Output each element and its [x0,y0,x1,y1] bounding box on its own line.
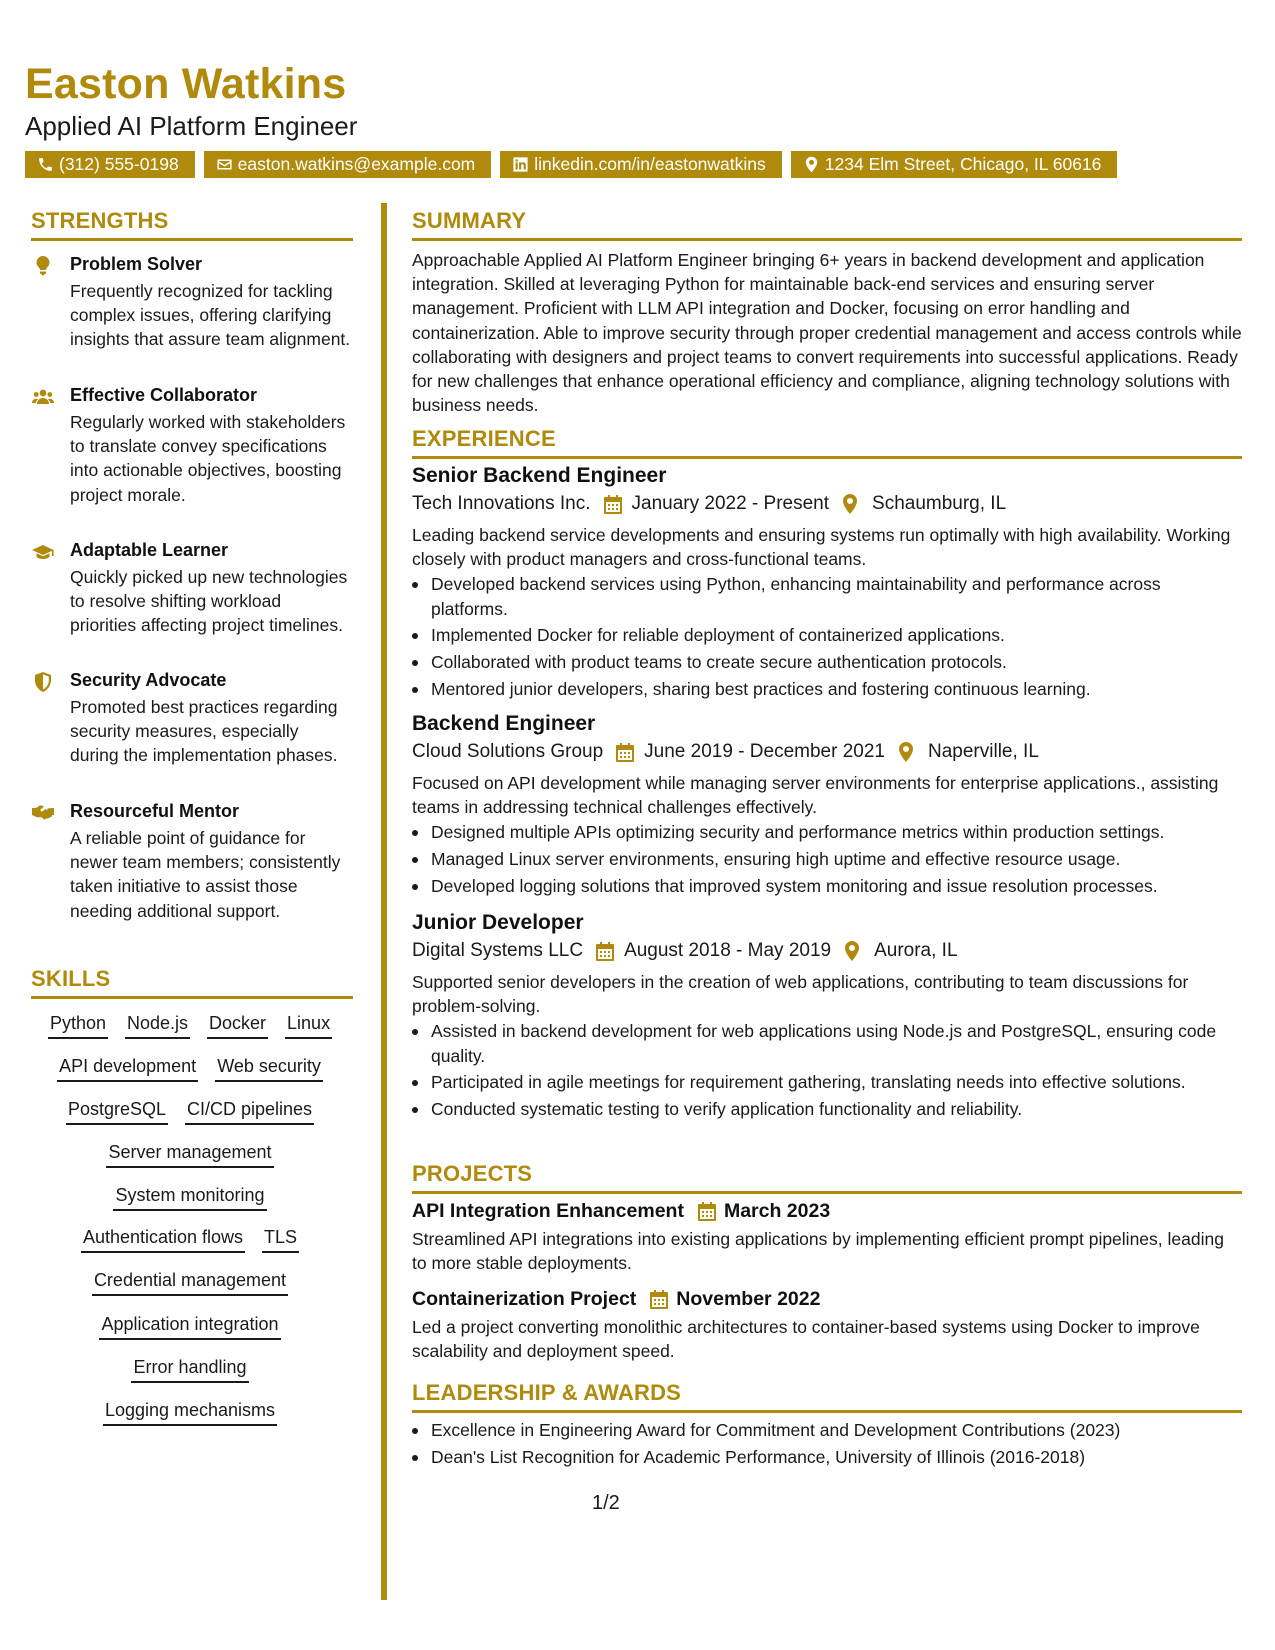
skill-row [32,1184,348,1211]
calendar-icon [650,1290,668,1309]
phone-icon [37,156,54,173]
strength-desc: Frequently recognized for tackling complex issues, offering clarifying insights that assure team alignment. [70,281,351,350]
skill-row [32,1356,348,1383]
job-dates: June 2019 - December 2021 [644,741,885,762]
job-title: Backend Engineer [412,712,596,735]
shield-icon [32,672,56,694]
skill-row [32,1226,348,1253]
skill-tag: System monitoring [113,1184,266,1211]
experience-rule [412,456,1242,459]
users-icon [32,387,56,409]
job-location: Naperville, IL [928,741,1039,762]
job-bullet: Assisted in backend development for web applications using Node.js and PostgreSQL, ensuring code quality. [412,1019,1242,1067]
job-entry [412,712,1242,901]
job-bullet: Participated in agile meetings for requirement gathering, translating needs into effective solutions. [412,1070,1242,1094]
job-meta [412,940,1242,962]
projects-heading: PROJECTS [412,1161,533,1186]
project-name: API Integration Enhancement [412,1200,684,1222]
job-description: Supported senior developers in the creation of web applications, contributing to team discussions for problem-solving. [412,972,1189,1017]
strength-item [32,385,352,525]
job-bullet: Designed multiple APIs optimizing security and performance metrics within production settings. [412,820,1242,844]
strengths-heading: STRENGTHS [31,208,169,233]
strength-desc: Regularly worked with stakeholders to translate convey specifications into actionable objectives, boosting project morale. [70,412,346,505]
job-dates: August 2018 - May 2019 [624,940,832,961]
project-description: Led a project converting monolithic architectures to container-based systems using Docker to improve scalability and deployment speed. [412,1317,1200,1362]
strength-name: Security Advocate [70,670,227,690]
graduation-cap-icon [32,542,56,564]
job-bullet: Collaborated with product teams to create secure authentication protocols. [412,650,1242,674]
awards-list [412,1418,1242,1472]
column-divider [381,203,387,1600]
candidate-name: Easton Watkins [25,60,347,108]
contact-linkedin[interactable] [500,151,782,178]
calendar-icon [698,1202,716,1221]
job-location: Schaumburg, IL [872,493,1007,514]
calendar-icon [616,743,634,762]
job-bullets [412,1019,1242,1121]
strength-item [32,801,352,951]
strength-item [32,670,352,790]
job-description: Focused on API development while managing server environments for enterprise applications., assisting teams in addressing technical challenges effectively. [412,773,1219,818]
skill-tag: Application integration [99,1313,280,1340]
skill-tag: Linux [285,1012,332,1039]
job-bullet: Mentored junior developers, sharing best practices and fostering continuous learning. [412,677,1242,701]
project-date: November 2022 [676,1288,821,1310]
project-header [412,1288,1242,1311]
job-bullet: Implemented Docker for reliable deployment of containerized applications. [412,623,1242,647]
skill-tag: Credential management [92,1269,288,1296]
award-item: Excellence in Engineering Award for Commitment and Development Contributions (2023) [412,1418,1242,1442]
job-title: Junior Developer [412,911,584,934]
project-entry [412,1288,1242,1363]
job-title: Senior Backend Engineer [412,464,667,487]
job-bullet: Developed backend services using Python, enhancing maintainability and performance across platforms. [412,572,1242,620]
skill-row [32,1055,348,1082]
project-entry [412,1200,1242,1275]
projects-rule [412,1191,1242,1194]
skill-tag: Server management [106,1141,273,1168]
calendar-icon [596,942,614,961]
job-bullets [412,820,1242,898]
strength-desc: Quickly picked up new technologies to resolve shifting workload priorities affecting project timelines. [70,567,348,636]
summary-text: Approachable Applied AI Platform Engineer bringing 6+ years in backend development and application integration. Skilled at leveraging Python for maintainable back-end services and ensuring server management. Proficient with LLM API integration and Docker, focusing on error handling and containerization. Able to improve security through proper credential management and access controls while collaborating with designers and project teams to convert requirements into successful applications. Ready for new challenges that enhance operational efficiency and compliance, aligning technology solutions with business needs. [412,250,1242,416]
contact-linkedin-text: linkedin.com/in/eastonwatkins [534,154,766,174]
contact-email[interactable] [204,151,492,178]
summary-heading: SUMMARY [412,208,527,233]
envelope-icon [216,156,233,173]
skill-tag: API development [57,1055,198,1082]
linkedin-icon [512,156,529,173]
project-date: March 2023 [723,1200,831,1222]
handshake-icon [32,803,56,825]
calendar-icon [604,495,622,514]
skill-row [32,1012,348,1039]
page-number: 1/2 [592,1492,620,1514]
job-company: Digital Systems LLC [412,940,584,961]
skill-row [32,1269,348,1296]
job-bullet: Developed logging solutions that improved system monitoring and issue resolution processes. [412,874,1242,898]
job-meta [412,493,1242,515]
strength-item [32,540,352,660]
skill-tag: Authentication flows [81,1226,245,1253]
summary-rule [412,238,1242,241]
map-pin-icon [803,156,820,173]
strength-desc: A reliable point of guidance for newer team members; consistently taken initiative to assist those needing additional support. [70,828,341,921]
skill-row [32,1313,348,1340]
skill-row [32,1141,348,1168]
skill-tag: Node.js [125,1012,190,1039]
project-header [412,1200,1242,1223]
contact-bar [25,151,1117,178]
strength-item [32,254,352,374]
skill-row [32,1399,348,1426]
award-item: Dean's List Recognition for Academic Performance, University of Illinois (2016-2018) [412,1445,1242,1469]
contact-email-text: easton.watkins@example.com [237,154,476,174]
skills-heading: SKILLS [31,966,111,991]
strength-name: Effective Collaborator [70,385,258,405]
contact-phone[interactable] [25,151,195,178]
awards-heading: LEADERSHIP & AWARDS [412,1380,682,1405]
skill-tag: Web security [215,1055,323,1082]
awards-rule [412,1410,1242,1413]
job-location: Aurora, IL [874,940,958,961]
map-pin-icon [898,742,914,762]
skill-tag: Python [48,1012,108,1039]
job-company: Cloud Solutions Group [412,741,604,762]
skill-tag: CI/CD pipelines [185,1098,314,1125]
contact-phone-text: (312) 555-0198 [59,154,179,174]
candidate-title: Applied AI Platform Engineer [25,111,358,141]
strength-name: Adaptable Learner [70,540,229,560]
skill-tag: Logging mechanisms [103,1399,277,1426]
contact-address-text: 1234 Elm Street, Chicago, IL 60616 [824,154,1102,174]
map-pin-icon [844,941,860,961]
lightbulb-icon [32,256,56,278]
job-bullets [412,572,1242,701]
job-description: Leading backend service developments and ensuring systems run optimally with high availability. Working closely with product managers and cross-functional teams. [412,525,1231,570]
strength-desc: Promoted best practices regarding security measures, especially during the implementation phases. [70,697,338,766]
strength-name: Resourceful Mentor [70,801,240,821]
strengths-rule [31,238,353,241]
job-entry [412,911,1242,1124]
job-bullet: Conducted systematic testing to verify application functionality and reliability. [412,1097,1242,1121]
skill-row [32,1098,348,1125]
skill-tag: Docker [207,1012,268,1039]
experience-heading: EXPERIENCE [412,426,556,451]
skill-tag: Error handling [131,1356,248,1383]
skill-tag: TLS [262,1226,299,1253]
job-dates: January 2022 - Present [631,493,830,514]
contact-address [791,151,1118,178]
strength-name: Problem Solver [70,254,203,274]
job-meta [412,741,1242,763]
project-name: Containerization Project [412,1288,637,1310]
skills-rule [31,996,353,999]
skill-tag: PostgreSQL [66,1098,168,1125]
project-description: Streamlined API integrations into existing applications by implementing efficient prompt pipelines, leading to more stable deployments. [412,1229,1224,1274]
job-company: Tech Innovations Inc. [412,493,591,514]
map-pin-icon [842,494,858,514]
job-entry [412,464,1242,704]
job-bullet: Managed Linux server environments, ensuring high uptime and effective resource usage. [412,847,1242,871]
